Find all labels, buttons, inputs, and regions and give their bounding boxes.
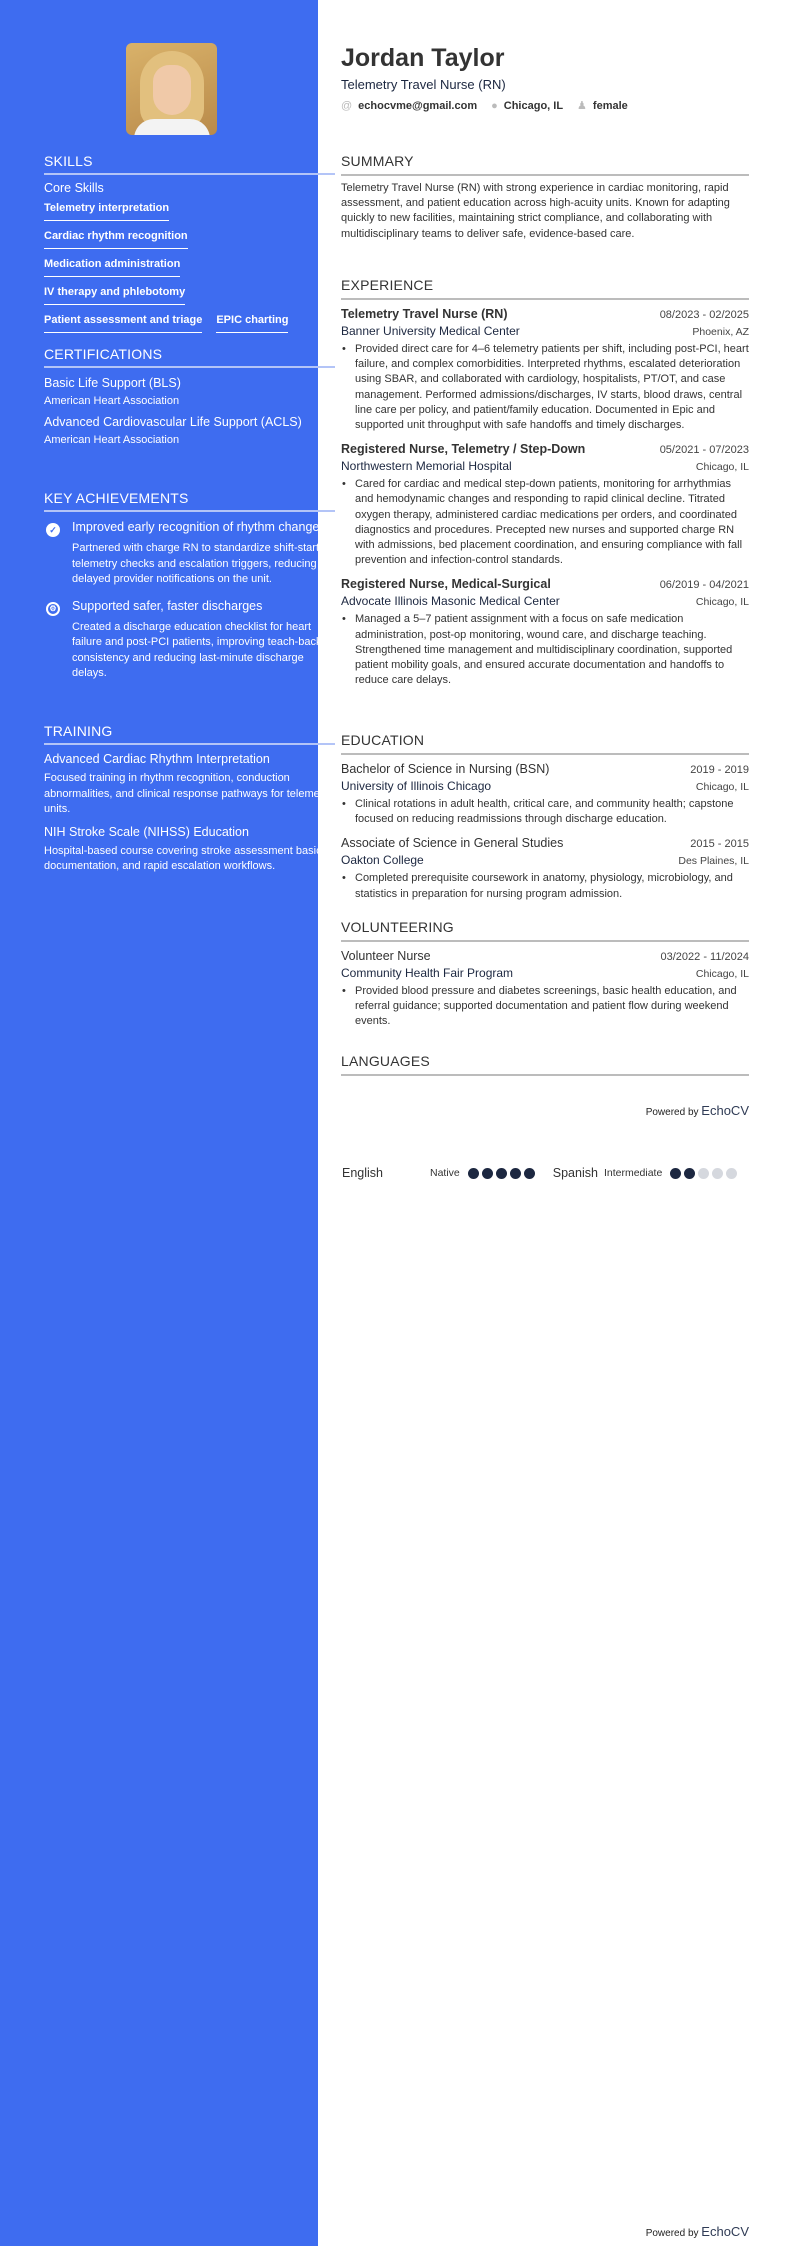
language-name: English [342, 1166, 383, 1180]
divider [341, 298, 749, 300]
entry-dates: 2019 - 2019 [690, 764, 749, 776]
entry-organization: Oakton College [341, 853, 424, 868]
language-rating [670, 1168, 737, 1179]
bullet-icon: • [342, 872, 346, 885]
summary-text: Telemetry Travel Nurse (RN) with strong experience in cardiac monitoring, rapid assessment, and patient education across high-acuity units. Known for adapting quickly to new facilities, maintaining strict compliance, and collaborating with multidisciplinary teams to deliver safe, evidence-based care. [341, 182, 730, 240]
education-section [341, 729, 749, 902]
rating-dot [698, 1168, 709, 1179]
skill-item: Telemetry interpretation [44, 199, 169, 221]
entry-bullet [341, 612, 749, 688]
entry-subheader [341, 591, 749, 608]
section-heading: SUMMARY [341, 153, 414, 169]
divider [44, 743, 335, 745]
divider [341, 753, 749, 755]
entry-bullet [341, 477, 749, 568]
entry-location: Des Plaines, IL [678, 855, 749, 868]
section-heading: VOLUNTEERING [341, 919, 454, 935]
section-heading: EDUCATION [341, 732, 425, 748]
divider [341, 1074, 749, 1076]
candidate-name: Jordan Taylor [341, 44, 505, 72]
entry-title: Associate of Science in General Studies [341, 836, 564, 851]
entry-dates: 06/2019 - 04/2021 [659, 579, 749, 592]
rating-dot [468, 1168, 479, 1179]
entry-bullet [341, 797, 749, 827]
rating-dot [726, 1168, 737, 1179]
training-desc: Focused training in rhythm recognition, conduction abnormalities, and clinical response pathways for telemetry units. [44, 772, 332, 815]
entry-subheader [341, 321, 749, 338]
training-section [44, 720, 335, 875]
rating-dot [670, 1168, 681, 1179]
achievement-item [44, 519, 335, 588]
experience-section [341, 274, 749, 688]
entry-item [341, 762, 749, 827]
entry-location: Chicago, IL [695, 781, 749, 793]
entry-header [341, 836, 749, 850]
email[interactable]: echocvme@gmail.com [358, 99, 478, 112]
rating-dot [482, 1168, 493, 1179]
training-title: NIH Stroke Scale (NIHSS) Education [44, 824, 249, 839]
language-level: Native [430, 1167, 460, 1179]
rating-dot [510, 1168, 521, 1179]
section-heading: CERTIFICATIONS [44, 346, 163, 362]
entry-organization: Advocate Illinois Masonic Medical Center [341, 594, 560, 609]
at-icon: @ [341, 99, 353, 112]
section-heading: KEY ACHIEVEMENTS [44, 490, 189, 506]
entry-item [341, 577, 749, 688]
brand-logo[interactable]: EchoCV [701, 1103, 749, 1118]
entry-organization: University of Illinois Chicago [341, 779, 492, 793]
entry-dates: 05/2021 - 07/2023 [659, 444, 749, 457]
skill-item: IV therapy and phlebotomy [44, 283, 185, 305]
entry-location: Chicago, IL [695, 968, 749, 980]
entry-title: Volunteer Nurse [341, 949, 431, 963]
entry-subheader [341, 776, 749, 793]
entry-organization: Banner University Medical Center [341, 324, 520, 338]
sidebar [0, 0, 332, 2246]
language-name: Spanish [552, 1166, 598, 1180]
location-pin-icon: ● [491, 99, 498, 112]
entry-title: Bachelor of Science in Nursing (BSN) [341, 762, 550, 776]
training-title: Advanced Cardiac Rhythm Interpretation [44, 752, 270, 766]
bullet-text: Provided blood pressure and diabetes screenings, basic health education, and referral guidance; supported documentation and patient flow during weekend events. [355, 985, 737, 1028]
entry-organization: Community Health Fair Program [341, 966, 514, 980]
skill-item: EPIC charting [216, 311, 288, 333]
divider [341, 174, 749, 176]
entry-dates: 08/2023 - 02/2025 [659, 309, 749, 321]
section-heading: TRAINING [44, 723, 113, 739]
person-icon: ♟ [577, 100, 587, 112]
entry-subheader [341, 456, 749, 473]
entry-header [341, 577, 749, 591]
contact-info [341, 99, 642, 112]
bullet-icon: • [342, 985, 346, 997]
powered-by [646, 1103, 749, 1118]
badge-icon: ✓ [46, 523, 60, 537]
entry-item [341, 949, 749, 1030]
cert-org: American Heart Association [44, 395, 180, 407]
language-level: Intermediate [603, 1167, 663, 1179]
entry-item [341, 442, 749, 568]
entry-title: Registered Nurse, Telemetry / Step-Down [341, 442, 586, 457]
divider [44, 366, 335, 368]
achievement-title: Supported safer, faster discharges [72, 598, 263, 613]
languages-list [342, 1166, 755, 1180]
divider [44, 510, 335, 512]
bullet-text: Provided direct care for 4–6 telemetry patients per shift, including post-PCI, heart failure, and complex comorbidities. Interpreted rhythms, escalated deterioration using SBAR, and collaborated with cardiology, hospitalists, PT/OT, and case management. Performed admissions/discharges, IV starts, blood draws, central line care per policy, and patient/family education. Documented in Epic and supported unit throughput with safe handoffs and timely discharges. [355, 343, 749, 432]
volunteering-section [341, 916, 749, 1030]
entry-location: Chicago, IL [695, 461, 749, 474]
achievement-desc: Created a discharge education checklist for heart failure and post-PCI patients, improving teach-back consistency and reducing last-minute discharge delays. [72, 620, 322, 679]
training-desc: Hospital-based course covering stroke assessment basics, documentation, and rapid escalation workflows. [44, 844, 331, 872]
skill-item: Patient assessment and triage [44, 311, 202, 333]
certifications-section [44, 343, 335, 446]
entry-header [341, 442, 749, 456]
section-heading: EXPERIENCE [341, 277, 434, 293]
achievement-desc: Partnered with charge RN to standardize shift-start telemetry checks and escalation triggers, reducing delayed provider notifications on the unit. [72, 542, 320, 585]
entry-title: Registered Nurse, Medical-Surgical [341, 577, 551, 592]
entry-subheader [341, 963, 749, 980]
gear-icon: ⚙ [46, 602, 60, 616]
profile-photo [126, 43, 217, 135]
entry-bullet [341, 984, 749, 1030]
summary-section [341, 150, 749, 242]
entry-bullet [341, 871, 749, 901]
language-rating [468, 1168, 535, 1179]
entry-item [341, 307, 749, 433]
bullet-icon: • [342, 613, 346, 626]
skill-item: Cardiac rhythm recognition [44, 227, 188, 249]
location: Chicago, IL [503, 99, 564, 112]
entry-header [341, 949, 749, 963]
brand-logo[interactable]: EchoCV [701, 2224, 749, 2239]
entry-dates: 2015 - 2015 [690, 838, 749, 851]
rating-dot [684, 1168, 695, 1179]
skill-group-title: Core Skills [44, 181, 104, 195]
divider [341, 940, 749, 942]
rating-dot [496, 1168, 507, 1179]
achievement-item [44, 598, 335, 682]
entry-location: Phoenix, AZ [692, 326, 749, 338]
entry-organization: Northwestern Memorial Hospital [341, 459, 512, 474]
cert-org: American Heart Association [44, 434, 180, 446]
candidate-title: Telemetry Travel Nurse (RN) [341, 77, 506, 92]
entry-item [341, 836, 749, 901]
entry-dates: 03/2022 - 11/2024 [660, 951, 749, 963]
entry-bullet [341, 342, 749, 433]
languages-section [341, 1050, 749, 1076]
bullet-text: Managed a 5–7 patient assignment with a focus on safe medication administration, post-op monitoring, wound care, and discharge teaching. Strengthened time management and multidisciplinary coordination, supported patient mobility goals, and ensured accurate documentation and handoffs to reduce care delays. [355, 613, 733, 687]
entry-subheader [341, 850, 749, 867]
section-heading: SKILLS [44, 153, 93, 169]
powered-label: Powered by [645, 1107, 699, 1118]
gender: female [592, 99, 628, 112]
section-heading: LANGUAGES [341, 1053, 430, 1069]
achievement-title: Improved early recognition of rhythm changes [72, 520, 326, 534]
divider [44, 173, 335, 175]
bullet-text: Cared for cardiac and medical step-down patients, monitoring for arrhythmias and hemodynamic changes and responding to rapid clinical decline. Titrated oxygen therapy, administered cardiac medications per orders, and coordinated diagnostics and procedures. Precepted new nurses and supported charge RN with admissions, bed placement coordination, and ensuring compliance with fall prevention and infection-control standards. [355, 478, 743, 567]
powered-label: Powered by [645, 2228, 699, 2239]
bullet-icon: • [342, 478, 346, 491]
skill-item: Medication administration [44, 255, 180, 277]
entry-header [341, 762, 749, 776]
cert-title: Advanced Cardiovascular Life Support (ACLS) [44, 415, 302, 429]
rating-dot [712, 1168, 723, 1179]
bullet-text: Completed prerequisite coursework in anatomy, physiology, microbiology, and statistics in preparation for nursing program admission. [355, 872, 733, 900]
skills-section [44, 150, 335, 335]
achievements-section [44, 487, 335, 682]
cert-title: Basic Life Support (BLS) [44, 376, 181, 390]
rating-dot [524, 1168, 535, 1179]
bullet-icon: • [342, 798, 346, 810]
bullet-text: Clinical rotations in adult health, critical care, and community health; capstone focused on reducing readmissions through discharge education. [355, 798, 734, 826]
bullet-icon: • [342, 343, 346, 355]
powered-by [646, 2224, 749, 2239]
entry-header [341, 307, 749, 321]
entry-location: Chicago, IL [695, 596, 749, 609]
entry-title: Telemetry Travel Nurse (RN) [341, 307, 508, 321]
